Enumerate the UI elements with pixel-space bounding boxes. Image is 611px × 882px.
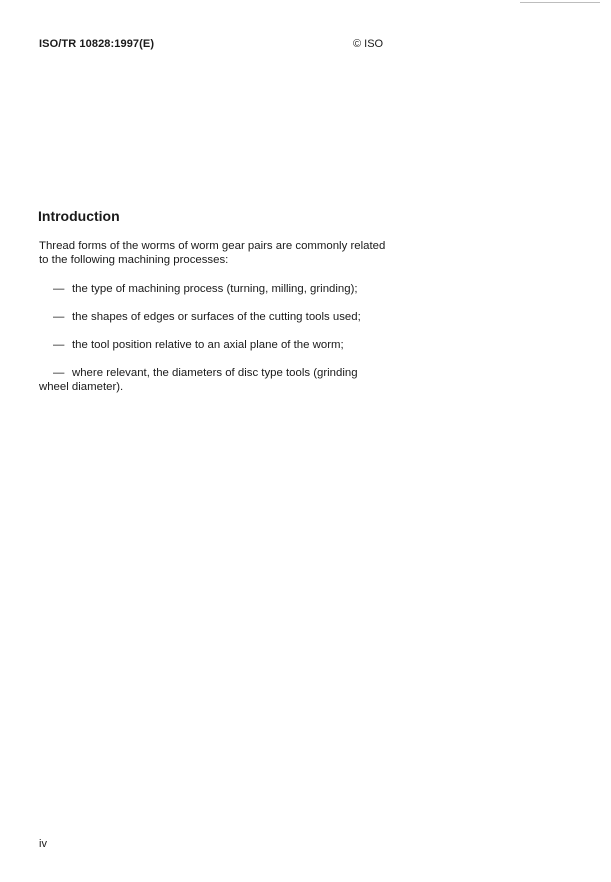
- list-item-tool-position: [39, 339, 389, 353]
- list-item-text: the shapes of edges or surfaces of the cutting tools used;: [72, 311, 361, 323]
- copyright-header: © ISO: [353, 38, 384, 50]
- document-id-header: ISO/TR 10828:1997(E): [39, 38, 155, 50]
- list-item-text: where relevant, the diameters of disc type tools (grinding: [72, 367, 358, 379]
- list-item-tool-shapes: [39, 311, 389, 325]
- list-item-text: the tool position relative to an axial plane of the worm;: [72, 339, 344, 351]
- list-item-disc-diameters: [39, 367, 389, 394]
- page-number: iv: [39, 838, 47, 850]
- dash-bullet: —: [53, 283, 65, 295]
- list-item-machining-process: [39, 283, 389, 297]
- dash-bullet: —: [53, 311, 65, 323]
- dash-bullet: —: [53, 367, 65, 379]
- introduction-paragraph: Thread forms of the worms of worm gear pairs are commonly related to the following machining processes:: [39, 240, 386, 266]
- dash-bullet: —: [53, 339, 65, 351]
- list-item-text: the type of machining process (turning, milling, grinding);: [72, 283, 358, 295]
- list-item-continuation: wheel diameter).: [39, 380, 124, 393]
- top-edge-rule: [520, 2, 600, 3]
- section-title-introduction: Introduction: [38, 208, 120, 224]
